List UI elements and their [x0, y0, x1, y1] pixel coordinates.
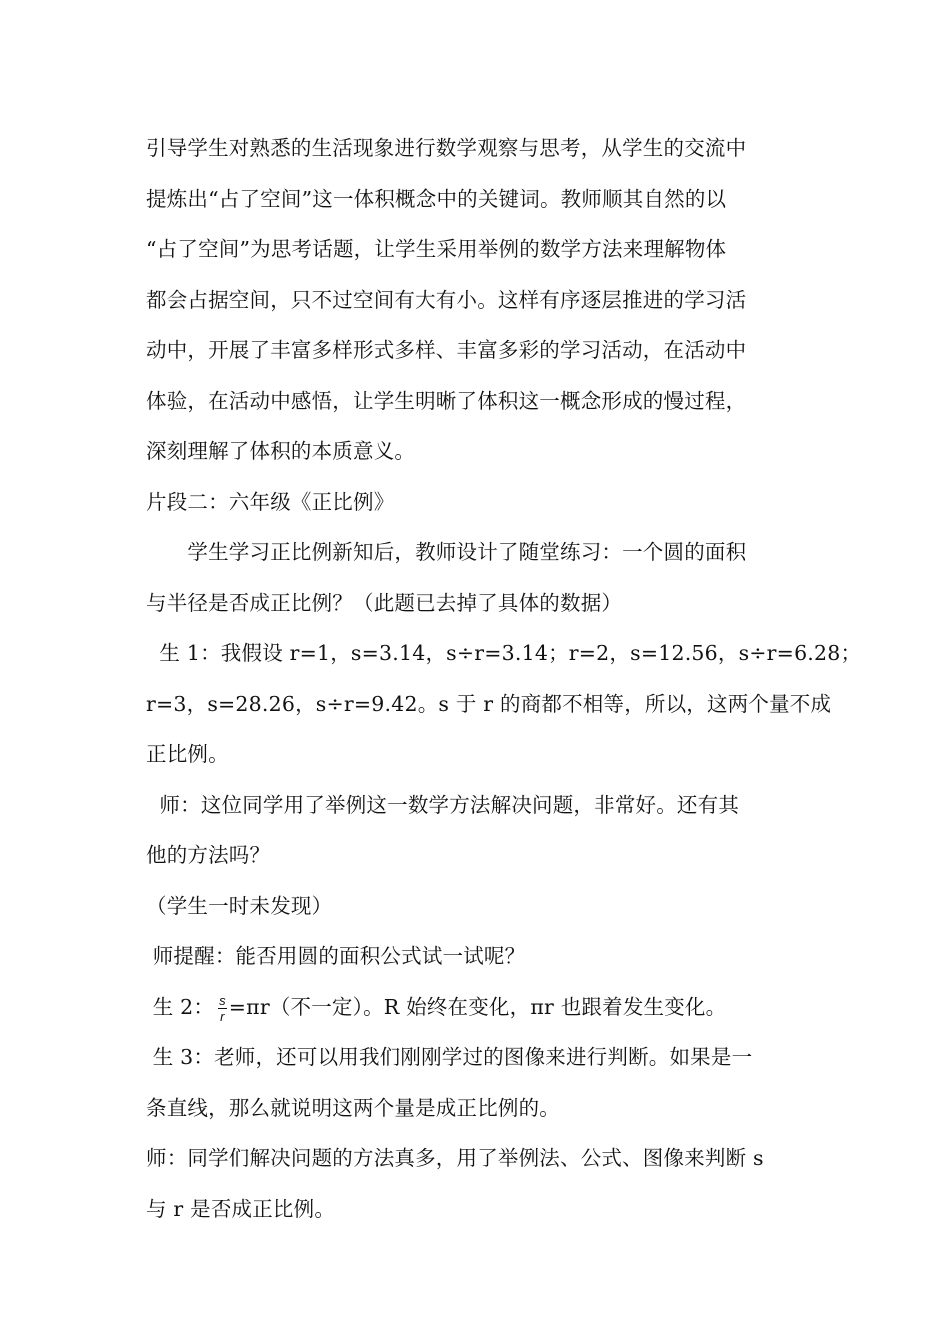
text-line: “占了空间”为思考话题，让学生采用举例的数学方法来理解物体	[146, 237, 727, 261]
paragraph-student-2	[146, 982, 816, 1033]
document-body	[146, 123, 862, 1234]
paragraph-student-3	[146, 1032, 816, 1133]
text-line: 都会占据空间，只不过空间有大有小。这样有序逐层推进的学习活	[146, 287, 747, 312]
paragraph-students-silent	[146, 881, 816, 932]
paragraph-exercise	[146, 527, 816, 628]
paragraph-teacher-hint	[146, 931, 816, 982]
text-line: 与 r 是否成正比例。	[146, 1196, 336, 1221]
formula-line	[146, 982, 816, 1033]
text-line: 体验，在活动中感悟，让学生明晰了体积这一概念形成的慢过程，	[146, 388, 747, 413]
text-line: 师：这位同学用了举例这一数学方法解决问题，非常好。还有其	[146, 792, 740, 817]
fraction-s-over-r	[218, 994, 227, 1023]
text-line: 与半径是否成正比例？（此题已去掉了具体的数据）	[146, 590, 623, 615]
text-line: 生 3：老师，还可以用我们刚刚学过的图像来进行判断。如果是一	[146, 1045, 753, 1069]
text-line: 生 1：我假设 r=1，s=3.14，s÷r=3.14；r=2，s=12.56，s÷r=6.28；	[146, 641, 862, 665]
text-line: r=3，s=28.26，s÷r=9.42。s 于 r 的商都不相等，所以，这两个量不成	[146, 691, 832, 716]
fraction-denominator: r	[220, 1008, 225, 1024]
text-line: 师：同学们解决问题的方法真多，用了举例法、公式、图像来判断 s	[146, 1146, 764, 1170]
text-line: 条直线，那么就说明这两个量是成正比例的。	[146, 1095, 560, 1120]
text-line: （学生一时未发现）	[146, 893, 333, 918]
paragraph-intro	[146, 123, 816, 477]
fraction-numerator: s	[219, 992, 226, 1008]
text-line: 动中，开展了丰富多样形式多样、丰富多彩的学习活动，在活动中	[146, 338, 747, 362]
formula-suffix: =πr（不一定）。R 始终在变化，πr 也跟着发生变化。	[228, 994, 727, 1019]
text-line: 师提醒：能否用圆的面积公式试一试呢？	[146, 944, 526, 968]
text-line: 提炼出“占了空间”这一体积概念中的关键词。教师顺其自然的以	[146, 186, 727, 211]
paragraph-teacher-1	[146, 780, 816, 881]
text-line: 学生学习正比例新知后，教师设计了随堂练习：一个圆的面积	[146, 540, 747, 564]
paragraph-student-1	[146, 628, 862, 780]
paragraph-teacher-2	[146, 1133, 816, 1234]
text-line: 深刻理解了体积的本质意义。	[146, 439, 416, 463]
formula-prefix: 生 2：	[146, 994, 215, 1019]
text-line: 引导学生对熟悉的生活现象进行数学观察与思考，从学生的交流中	[146, 136, 747, 160]
section-heading	[146, 477, 816, 528]
heading-text: 片段二：六年级《正比例》	[146, 489, 395, 514]
text-line: 正比例。	[146, 742, 229, 766]
text-line: 他的方法吗？	[146, 843, 271, 867]
